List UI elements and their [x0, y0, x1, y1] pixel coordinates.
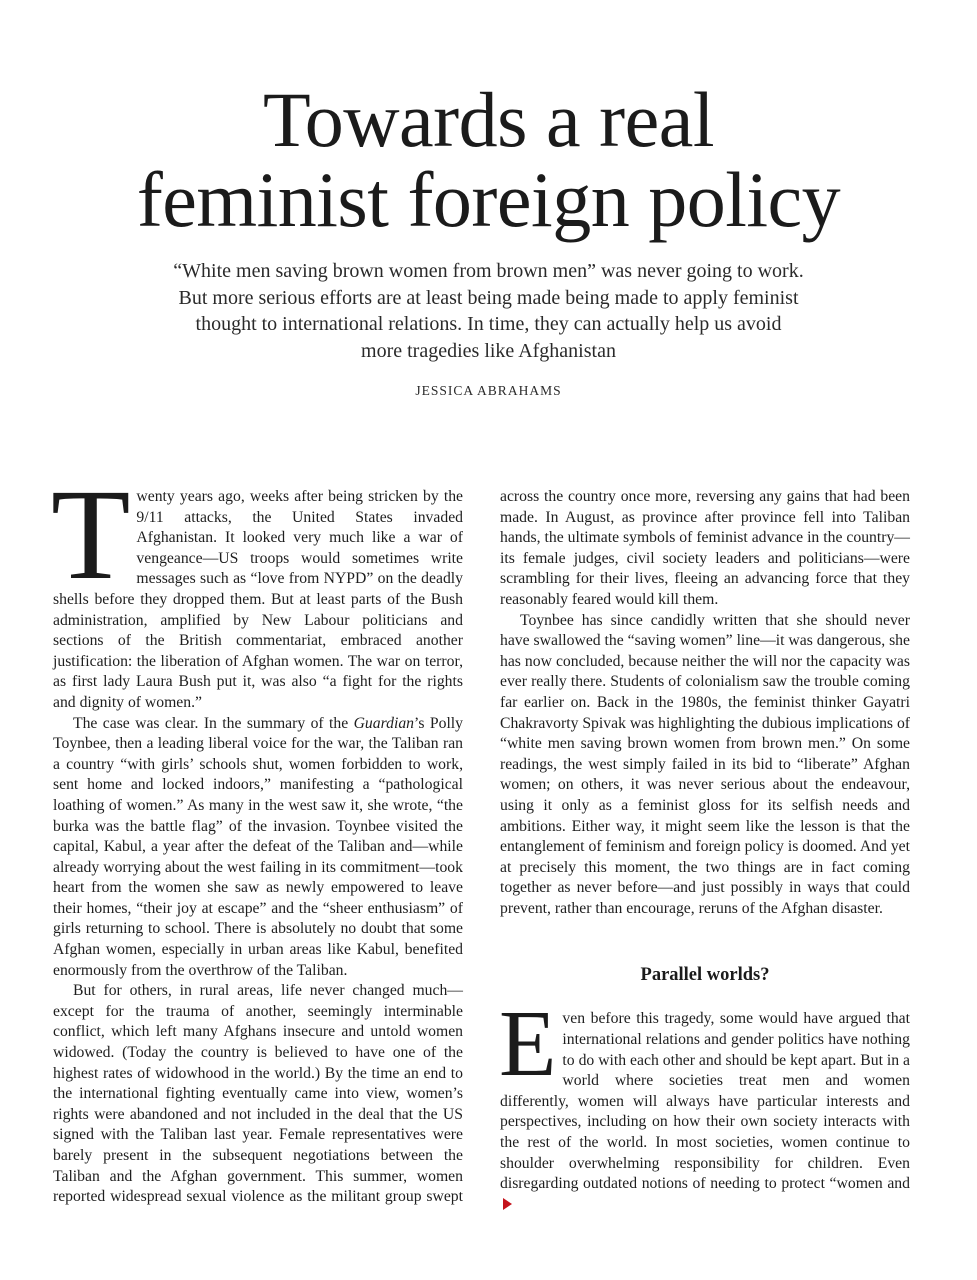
standfirst-line: “White men saving brown women from brown men” was never going to work.: [173, 260, 804, 282]
body-column-left: [51, 463, 464, 1208]
paragraph-3-continued: across the country once more, reversing any gains that had been made. In August, as province after province fell into Taliban hands, the ultimate symbols of feminist advance in the country—its female judges, civil society leaders and politicians—were scrambling for their lives, fleeing an advancing force that they reasonably feared would kill them.: [500, 488, 910, 608]
byline: JESSICA ABRAHAMS: [415, 383, 562, 398]
article-title: [0, 76, 977, 243]
title-line-1: Towards a real: [263, 76, 714, 163]
standfirst-line: thought to international relations. In time, they can actually help us avoid: [195, 313, 782, 335]
drop-cap: E: [499, 992, 557, 1097]
continue-arrow-icon: [503, 1198, 512, 1210]
paragraph-text: ven before this tragedy, some would have argued that international relations and gender politics have nothing to do with each other and should be kept apart. But in a world where societies treat men and women differently, women will always have particular interests and perspectives, including on how their own society interacts with the rest of the world. In most societies, women continue to shoulder overwhelming responsibility for children. Even disregarding outdated notions of needing to protect “women and: [500, 1010, 910, 1193]
paragraph-5: [499, 992, 910, 1215]
drop-cap: T: [51, 463, 131, 607]
section-subhead: Parallel worlds?: [640, 965, 770, 986]
body-column-right: [500, 487, 910, 1215]
paragraph-text: The case was clear. In the summary of the: [73, 714, 354, 732]
title-line-2: feminist foreign policy: [136, 156, 841, 243]
paragraph-text: ’s Polly Toynbee, then a leading liberal voice for the war, the Taliban ran a country “with girls’ schools shut, women forbidden to work, sent home and locked indoors,” manifesting a “pathological loathing of women.” As many in the west saw it, she wrote, “the burka was the battle flag” of the invasion. Toynbee visited the capital, Kabul, a year after the defeat of the Taliban and—while already worrying about the west failing in its commitment—took heart from the women she saw as newly empowered to leave their homes, “their joy at escape” and the “sheer enthusiasm” of girls returning to school. There is absolutely no doubt that some Afghan women, especially in urban areas like Kabul, benefited enormously from the overthrow of the Taliban.: [53, 714, 464, 979]
paragraph-1: [51, 463, 463, 714]
paragraph-2: [53, 714, 463, 982]
paragraph-3: But for others, in rural areas, life never changed much—except for the trauma of another, seemingly interminable conflict, which left many Afghans insecure and untold women widowed. (Today the country is believed to have one of the highest rates of widowhood in the world.) By the time an end to the international fighting eventually came into view, women’s rights were abandoned and not included in the deal that the US signed with the Taliban last year. Female representatives were barely present in the subsequent negotiations between the Taliban and the Afghan government. This summer, women reported widespread sexual violence as the militant group swept: [53, 982, 463, 1206]
standfirst: [130, 258, 847, 364]
publication-name: Guardian: [353, 714, 415, 732]
standfirst-line: more tragedies like Afghanistan: [361, 339, 616, 362]
standfirst-line: But more serious efforts are at least being made being made to apply feminist: [178, 286, 799, 309]
paragraph-text: wenty years ago, weeks after being stricken by the 9/11 attacks, the United States invaded Afghanistan. It looked very much like a war of vengeance—US troops would sometimes write messages such as “love from NYPD” on the deadly shells before they dropped them. But at least parts of the Bush administration, amplified by New Labour politicians and sections of the British commentariat, embraced another justification: the liberation of Afghan women. The war on terror, as first lady Laura Bush put it, was also “a fight for the rights and dignity of women.”: [53, 488, 463, 711]
paragraph-4: Toynbee has since candidly written that she should never have swallowed the “saving women” line—it was dangerous, she has now concluded, because neither the will nor the capacity was ever really there. Students of colonialism saw the trouble coming far earlier on. Back in the 1980s, the feminist thinker Gayatri Chakravorty Spivak was highlighting the dubious implications of “white men saving brown women from brown men.” On some readings, the west simply failed in its bid to “liberate” Afghan women; on others, it was never serious about the endeavour, using it only as a feminist gloss for its selfish needs and ambitions. Either way, it might seem like the lesson is that the entanglement of feminism and foreign policy is doomed. And yet at precisely this moment, the two things are in fact coming together as never before—and just possibly in ways that could prevent, rather than encourage, reruns of the Afghan disaster.: [500, 611, 911, 917]
